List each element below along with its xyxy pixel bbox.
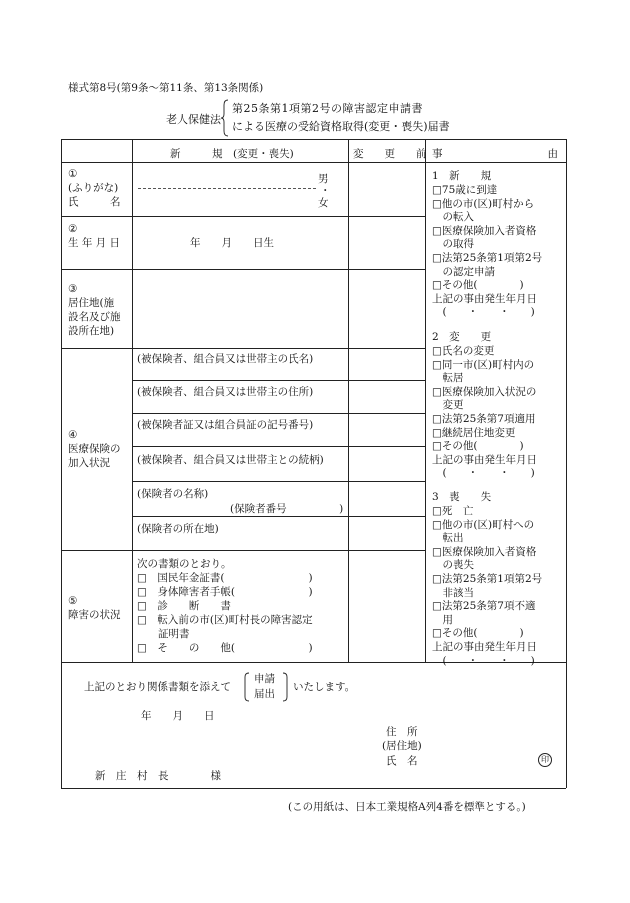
recipient: 新 庄 村 長 様 <box>95 770 221 782</box>
reason-item[interactable]: □医療保険加入者資格 <box>432 224 537 237</box>
col-header-reason: 事 由 <box>432 148 558 160</box>
option-apply[interactable]: 申請 <box>254 673 275 685</box>
row-divider <box>61 269 425 270</box>
option-notify[interactable]: 届出 <box>254 688 275 700</box>
doc-disability-handbook[interactable]: □ 身体障害者手帳( ) <box>137 586 313 598</box>
seal-mark: 印 <box>538 753 552 767</box>
row-divider <box>132 446 425 447</box>
reason-loss-title: 3 喪 失 <box>432 491 492 503</box>
row-divider <box>61 216 425 217</box>
reason-item: の転入 <box>432 211 474 224</box>
disability-intro: 次の書類のとおり。 <box>137 558 232 570</box>
reason-item[interactable]: □その他( ) <box>432 440 524 453</box>
reason-item: 上記の事由発生年月日 <box>432 453 537 466</box>
row-divider <box>132 413 425 414</box>
row-divider <box>132 481 425 482</box>
title-line-1: 第25条第1項第2号の障害認定申請書 <box>232 102 423 115</box>
reason-change-title: 2 変 更 <box>432 331 492 343</box>
reason-item: ( ・ ・ ) <box>432 467 535 480</box>
row-divider <box>61 348 425 349</box>
title-brace <box>220 99 230 137</box>
doc-other[interactable]: □ そ の 他( ) <box>137 642 313 654</box>
reason-item[interactable]: □その他( ) <box>432 279 524 292</box>
gender-male[interactable]: 男 <box>318 173 329 185</box>
reason-change-list <box>432 345 537 481</box>
reason-item: の認定申請 <box>432 265 495 278</box>
reason-item: の取得 <box>432 238 474 251</box>
col-divider <box>132 139 133 662</box>
table-top-border <box>61 139 566 140</box>
statement-text: 上記のとおり関係書類を添えて <box>84 681 231 693</box>
reason-item[interactable]: □他の市(区)町村への <box>432 518 535 531</box>
applicant-name-label: 氏 名 <box>386 755 418 767</box>
insured-name-field[interactable]: (被保険者、組合員又は世帯主の氏名) <box>137 353 314 365</box>
row-label-address: ③ 居住地(施 設名及び施 設所在地) <box>68 283 121 337</box>
reason-item: ( ・ ・ ) <box>432 654 535 667</box>
row-divider <box>132 380 425 381</box>
reason-item: の喪失 <box>432 559 474 572</box>
table-left-border <box>61 139 62 788</box>
reason-item: 転出 <box>432 532 464 545</box>
table-bottom-border <box>61 788 566 789</box>
doc-transfer-certificate[interactable]: □ 転入前の市(区)町村長の障害認定 <box>137 614 313 626</box>
row-label-insurance: ④ 医療保険の 加入状況 <box>68 429 121 469</box>
statement-text-end: いたします。 <box>293 681 356 693</box>
reason-item[interactable]: □継続居住地変更 <box>432 426 516 439</box>
reason-item: 非該当 <box>432 586 474 599</box>
reason-item[interactable]: □法第25条第7項適用 <box>432 412 536 425</box>
reason-new-title: 1 新 規 <box>432 170 492 182</box>
table-right-border <box>566 139 567 788</box>
reason-item: 上記の事由発生年月日 <box>432 640 537 653</box>
row-label-disability: ⑤ 障害の状況 <box>68 595 121 621</box>
reason-item[interactable]: □同一市(区)町村内の <box>432 358 535 371</box>
reason-item[interactable]: □75歳に到達 <box>432 184 498 196</box>
title-line-2: による医療の受給資格取得(変更・喪失)届書 <box>232 120 450 133</box>
reason-item: 上記の事由発生年月日 <box>432 292 537 305</box>
reason-loss-list <box>432 505 542 668</box>
law-name: 老人保健法 <box>166 113 221 126</box>
gender-separator: ・ <box>320 185 331 197</box>
insured-address-field[interactable]: (被保険者、組合員又は世帯主の住所) <box>137 386 314 398</box>
reason-item: 用 <box>432 613 453 626</box>
doc-transfer-certificate-cont: 証明書 <box>137 628 190 640</box>
reason-item[interactable]: □死 亡 <box>432 505 474 517</box>
col-header-new: 新 規 (変更・喪失) <box>170 148 294 160</box>
insurer-number-field[interactable]: (保険者番号 ) <box>230 503 344 515</box>
submission-date[interactable]: 年 月 日 <box>141 710 215 722</box>
col-header-before: 変 更 前 <box>353 148 427 160</box>
paper-size-note: (この用紙は、日本工業規格A列4番を標準とする。) <box>288 801 526 813</box>
insurer-address-field[interactable]: (保険者の所在地) <box>137 523 219 535</box>
reason-item[interactable]: □他の市(区)町村から <box>432 197 535 210</box>
header-row-border <box>61 162 566 163</box>
doc-medical-certificate[interactable]: □ 診 断 書 <box>137 600 231 612</box>
form-number: 様式第8号(第9条～第11条、第13条関係) <box>68 82 264 94</box>
reason-item[interactable]: □その他( ) <box>432 627 524 640</box>
row-label-birth: ② 生 年 月 日 <box>68 223 121 249</box>
col-divider <box>348 139 349 662</box>
reason-item[interactable]: □法第25条第1項第2号 <box>432 251 543 264</box>
reason-new-list <box>432 184 542 320</box>
row-divider <box>132 516 425 517</box>
relationship-field[interactable]: (被保険者、組合員又は世帯主との続柄) <box>137 454 324 466</box>
reason-item[interactable]: □法第25条第7項不適 <box>432 600 536 613</box>
reason-item: 転居 <box>432 372 464 385</box>
row-label-name: ① (ふりがな) 氏 名 <box>68 168 121 208</box>
col-divider <box>425 139 426 662</box>
applicant-address-label: 住 所 <box>386 726 418 738</box>
birth-date-field[interactable]: 年 月 日生 <box>190 237 274 249</box>
reason-item: ( ・ ・ ) <box>432 306 535 319</box>
address-field[interactable] <box>140 276 340 342</box>
insurer-name-field[interactable]: (保険者の名称) <box>137 488 209 500</box>
reason-item[interactable]: □医療保険加入状況の <box>432 385 537 398</box>
reason-item[interactable]: □法第25条第1項第2号 <box>432 572 543 585</box>
insurance-card-number-field[interactable]: (被保険者証又は組合員証の記号番号) <box>137 419 314 431</box>
furigana-line <box>138 188 316 189</box>
reason-item: 変更 <box>432 399 464 412</box>
doc-pension-certificate[interactable]: □ 国民年金証書( ) <box>137 572 313 584</box>
gender-female[interactable]: 女 <box>318 197 329 209</box>
reason-item[interactable]: □医療保険加入者資格 <box>432 545 537 558</box>
applicant-residence-label: (居住地) <box>382 740 422 752</box>
row-divider <box>61 550 425 551</box>
reason-item[interactable]: □氏名の変更 <box>432 345 495 357</box>
